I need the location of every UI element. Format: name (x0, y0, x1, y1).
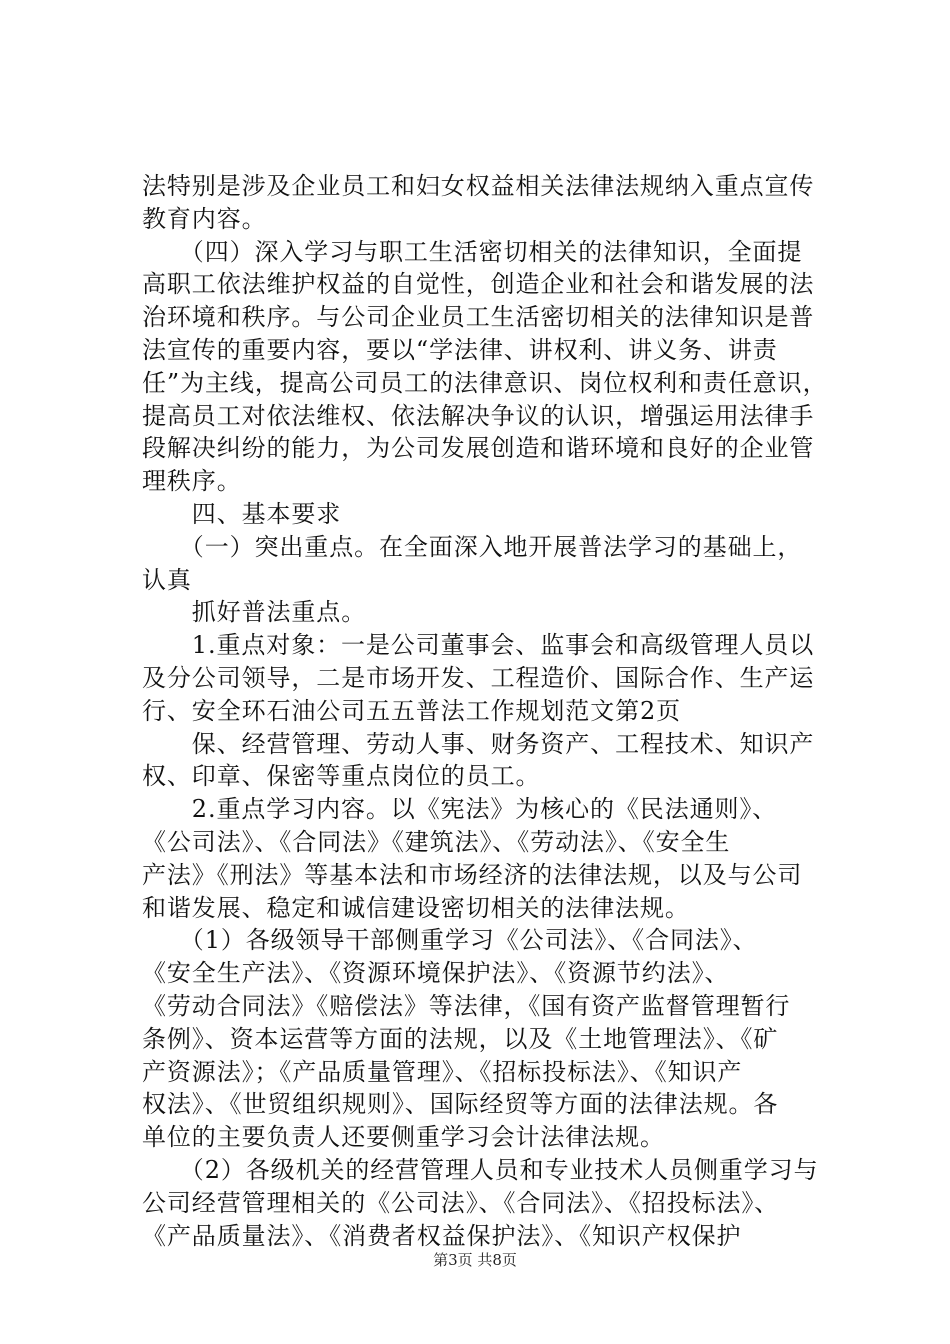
text-line: 《公司法》、《合同法》《建筑法》、《劳动法》、《安全生 (142, 827, 731, 856)
text-line: 治环境和秩序。与公司企业员工生活密切相关的法律知识是普 (142, 303, 815, 332)
text-line: 高职工依法维护权益的自觉性，创造企业和社会和谐发展的法 (142, 270, 815, 299)
text-line: 行、安全环石油公司五五普法工作规划范文第2页 (142, 696, 682, 725)
text-line: 抓好普法重点。 (142, 598, 367, 627)
text-line: 及分公司领导，二是市场开发、工程造价、国际合作、生产运 (142, 663, 815, 692)
page-number-footer: 第3页 共8页 (433, 1251, 517, 1269)
text-line: 保、经营管理、劳动人事、财务资产、工程技术、知识产 (142, 729, 815, 758)
text-line: 《安全生产法》、《资源环境保护法》、《资源节约法》、 (142, 959, 730, 988)
text-line: 教育内容。 (142, 204, 267, 233)
text-line: 任”为主线，提高公司员工的法律意识、岗位权利和责任意识， (142, 368, 828, 397)
text-line: 条例》、资本运营等方面的法规，以及《土地管理法》、《矿 (142, 1024, 779, 1053)
text-line: 公司经营管理相关的《公司法》、《合同法》、《招投标法》、 (142, 1188, 780, 1217)
text-line: 产法》《刑法》等基本法和市场经济的法律法规，以及与公司 (142, 860, 803, 889)
text-line: （1）各级领导干部侧重学习《公司法》、《合同法》、 (142, 926, 758, 955)
text-line: 认真 (142, 565, 192, 594)
text-line: 法特别是涉及企业员工和妇女权益相关法律法规纳入重点宣传 (142, 172, 815, 200)
text-line: （2）各级机关的经营管理人员和专业技术人员侧重学习与 (142, 1155, 819, 1184)
text-line: 权、印章、保密等重点岗位的员工。 (142, 762, 541, 791)
text-line: 提高员工对依法维权、依法解决争议的认识，增强运用法律手 (142, 401, 815, 430)
text-line: 权法》、《世贸组织规则》、国际经贸等方面的法律法规。各 (142, 1090, 779, 1119)
text-line: 1.重点对象：一是公司董事会、监事会和高级管理人员以 (142, 631, 815, 660)
text-line: 《产品质量法》、《消费者权益保护法》、《知识产权保护 (142, 1221, 742, 1250)
text-line: 段解决纠纷的能力，为公司发展创造和谐环境和良好的企业管 (142, 434, 815, 463)
body-text (142, 170, 832, 1252)
text-line: 《劳动合同法》《赔偿法》等法律，《国有资产监督管理暂行 (142, 991, 791, 1020)
text-line: 单位的主要负责人还要侧重学习会计法律法规。 (142, 1123, 665, 1152)
text-line: （一）突出重点。在全面深入地开展普法学习的基础上， (142, 532, 803, 561)
section-heading: 四、基本要求 (142, 499, 342, 528)
text-line: 2.重点学习内容。以《宪法》为核心的《民法通则》、 (142, 795, 778, 824)
text-line: 产资源法》；《产品质量管理》、《招标投标法》、《知识产 (142, 1057, 743, 1086)
text-line: 理秩序。 (142, 467, 242, 496)
text-line: （四）深入学习与职工生活密切相关的法律知识，全面提 (142, 237, 803, 266)
text-line: 和谐发展、稳定和诚信建设密切相关的法律法规。 (142, 893, 690, 922)
text-line: 法宣传的重要内容，要以“学法律、讲权利、讲义务、讲责 (142, 335, 778, 364)
